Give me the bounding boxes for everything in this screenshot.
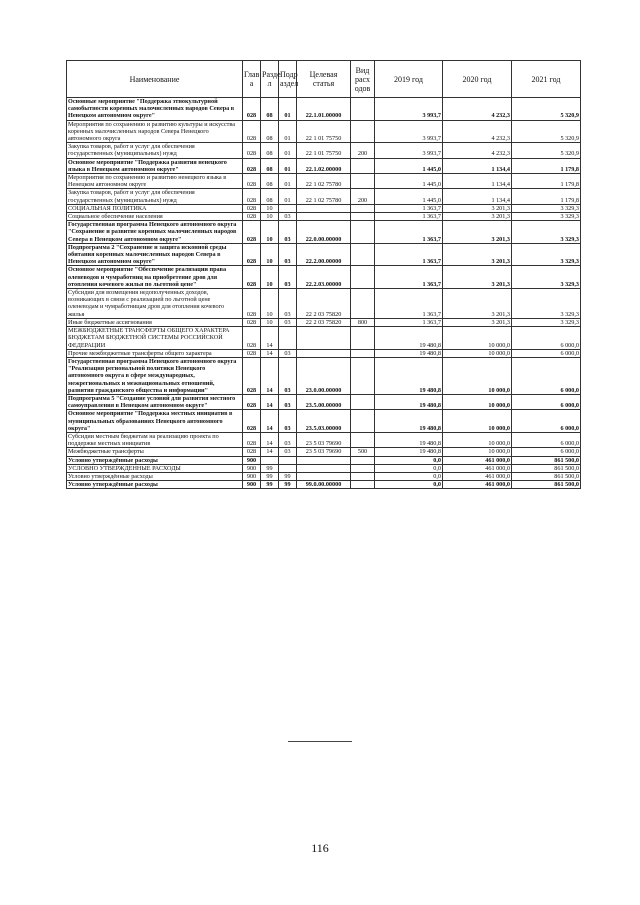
row-razdel (261, 456, 279, 464)
row-2020: 461 000,0 (443, 481, 512, 489)
row-glava: 028 (243, 204, 261, 212)
row-2021: 6 000,0 (512, 410, 581, 433)
row-name: Мероприятия по сохранению и развитию ненецкого языка в Ненецком автономном округе (67, 174, 243, 189)
row-target: 22 1 02 75780 (297, 189, 351, 204)
row-podrazdel: 03 (279, 266, 297, 289)
row-target: 22.0.00.00000 (297, 221, 351, 244)
row-vid: 200 (351, 189, 375, 204)
row-2019: 0,0 (375, 481, 443, 489)
row-target: 99.0.00.00000 (297, 481, 351, 489)
row-2021: 3 329,3 (512, 204, 581, 212)
row-glava: 028 (243, 120, 261, 143)
row-podrazdel: 01 (279, 189, 297, 204)
row-2019: 3 993,7 (375, 98, 443, 121)
row-2019: 1 445,0 (375, 174, 443, 189)
table-row (67, 349, 581, 357)
table-row (67, 213, 581, 221)
row-2021: 3 329,3 (512, 221, 581, 244)
row-2021: 3 329,3 (512, 243, 581, 266)
row-2021: 6 000,0 (512, 432, 581, 447)
row-vid (351, 120, 375, 143)
table-row (67, 174, 581, 189)
row-glava: 028 (243, 394, 261, 409)
table-row (67, 243, 581, 266)
row-2020: 461 000,0 (443, 472, 512, 480)
row-2020: 4 232,3 (443, 120, 512, 143)
row-2021: 3 329,3 (512, 289, 581, 319)
row-vid (351, 394, 375, 409)
row-razdel: 10 (261, 318, 279, 326)
row-target (297, 456, 351, 464)
row-2021: 3 329,3 (512, 213, 581, 221)
row-target (297, 349, 351, 357)
row-razdel: 10 (261, 221, 279, 244)
row-2019: 19 480,8 (375, 410, 443, 433)
row-podrazdel: 03 (279, 243, 297, 266)
row-glava: 028 (243, 158, 261, 173)
row-2020: 10 000,0 (443, 327, 512, 350)
row-razdel: 99 (261, 464, 279, 472)
row-vid: 500 (351, 448, 375, 456)
row-vid (351, 289, 375, 319)
row-target (297, 213, 351, 221)
row-podrazdel: 03 (279, 448, 297, 456)
row-2020: 10 000,0 (443, 432, 512, 447)
row-name: Основное мероприятие "Поддержка местных инициатив в муниципальных образованиях Ненецкого автономного округа" (67, 410, 243, 433)
row-glava: 028 (243, 318, 261, 326)
table-row (67, 204, 581, 212)
row-podrazdel: 03 (279, 394, 297, 409)
row-razdel: 14 (261, 410, 279, 433)
row-name: Условно утверждённые расходы (67, 481, 243, 489)
row-2019: 1 445,0 (375, 158, 443, 173)
table-row (67, 357, 581, 394)
row-target: 23.5.00.00000 (297, 394, 351, 409)
row-vid (351, 464, 375, 472)
table-row (67, 410, 581, 433)
row-name: Прочие межбюджетные трансферты общего характера (67, 349, 243, 357)
row-target: 22.1.02.00000 (297, 158, 351, 173)
row-target: 23 5 03 79690 (297, 448, 351, 456)
header-2020: 2020 год (443, 61, 512, 98)
row-podrazdel: 01 (279, 174, 297, 189)
row-podrazdel (279, 464, 297, 472)
row-glava: 028 (243, 174, 261, 189)
row-podrazdel: 99 (279, 481, 297, 489)
row-vid (351, 158, 375, 173)
row-2019: 19 480,8 (375, 432, 443, 447)
row-name: Иные бюджетные ассигнования (67, 318, 243, 326)
row-2020: 3 201,3 (443, 213, 512, 221)
row-2020: 1 134,4 (443, 158, 512, 173)
row-2020: 4 232,3 (443, 98, 512, 121)
row-name: Социальное обеспечение населения (67, 213, 243, 221)
row-2020: 461 000,0 (443, 456, 512, 464)
row-vid (351, 357, 375, 394)
row-name: Подпрограмма 5 "Создание условий для развития местного самоуправления в Ненецком автономном округе" (67, 394, 243, 409)
header-razdel: Разде л (261, 61, 279, 98)
row-2019: 0,0 (375, 472, 443, 480)
row-vid (351, 204, 375, 212)
row-2021: 1 179,8 (512, 189, 581, 204)
row-2019: 1 363,7 (375, 213, 443, 221)
row-glava: 028 (243, 448, 261, 456)
row-name: Условно утверждённые расходы (67, 456, 243, 464)
row-vid (351, 243, 375, 266)
row-name: Основное мероприятие "Обеспечение реализации права оленеводов и чумработниц на приобретение дров для отопления кочевого жилья по льготной цене" (67, 266, 243, 289)
table-row (67, 456, 581, 464)
row-2021: 5 320,9 (512, 120, 581, 143)
row-name: Закупка товаров, работ и услуг для обеспечения государственных (муниципальных) нужд (67, 189, 243, 204)
row-2019: 19 480,8 (375, 394, 443, 409)
row-2019: 3 993,7 (375, 143, 443, 158)
row-vid (351, 221, 375, 244)
row-target: 22.2.03.00000 (297, 266, 351, 289)
row-podrazdel: 03 (279, 289, 297, 319)
row-glava: 028 (243, 221, 261, 244)
footer-divider (288, 741, 352, 742)
table-header-row (67, 61, 581, 98)
document-page (66, 60, 580, 489)
row-2021: 861 500,0 (512, 472, 581, 480)
table-row (67, 448, 581, 456)
table-row (67, 158, 581, 173)
row-glava: 028 (243, 410, 261, 433)
table-row (67, 432, 581, 447)
row-target (297, 204, 351, 212)
row-2021: 5 320,9 (512, 98, 581, 121)
row-name: Подпрограмма 2 "Сохранение и защита исконной среды обитания коренных малочисленных народов Севера в Ненецком автономном округе" (67, 243, 243, 266)
row-2020: 3 201,3 (443, 204, 512, 212)
row-razdel: 10 (261, 243, 279, 266)
budget-table (66, 60, 581, 489)
row-name: Субсидии местным бюджетам на реализацию проекта по поддержке местных инициатив (67, 432, 243, 447)
row-2020: 3 201,3 (443, 221, 512, 244)
row-2019: 1 363,7 (375, 318, 443, 326)
row-2019: 19 480,8 (375, 349, 443, 357)
row-name: СОЦИАЛЬНАЯ ПОЛИТИКА (67, 204, 243, 212)
row-vid (351, 410, 375, 433)
row-razdel: 10 (261, 204, 279, 212)
header-podrazdel: Подр аздел (279, 61, 297, 98)
row-vid: 200 (351, 143, 375, 158)
row-2021: 6 000,0 (512, 327, 581, 350)
row-podrazdel: 01 (279, 143, 297, 158)
row-target (297, 472, 351, 480)
row-podrazdel: 03 (279, 349, 297, 357)
row-name: Основные мероприятие "Поддержка этнокультурной самобытности коренных малочисленных народов Севера в Ненецком автономном округе" (67, 98, 243, 121)
table-row (67, 266, 581, 289)
row-name: Государственная программа Ненецкого автономного округа "Реализация региональной политики Ненецкого автономного округа в сфере международных, межрегиональных и межнациональных отношений, развития гражданского общества и информации" (67, 357, 243, 394)
row-podrazdel: 01 (279, 120, 297, 143)
table-row (67, 143, 581, 158)
row-vid (351, 481, 375, 489)
row-2021: 6 000,0 (512, 349, 581, 357)
row-podrazdel: 01 (279, 98, 297, 121)
row-2021: 6 000,0 (512, 357, 581, 394)
table-row (67, 221, 581, 244)
row-2020: 461 000,0 (443, 464, 512, 472)
row-2019: 1 363,7 (375, 266, 443, 289)
row-target (297, 464, 351, 472)
row-glava: 028 (243, 266, 261, 289)
row-razdel: 14 (261, 448, 279, 456)
row-2021: 5 320,9 (512, 143, 581, 158)
row-2021: 6 000,0 (512, 448, 581, 456)
table-row (67, 120, 581, 143)
row-2019: 0,0 (375, 464, 443, 472)
row-2020: 10 000,0 (443, 410, 512, 433)
row-vid (351, 349, 375, 357)
row-2020: 1 134,4 (443, 189, 512, 204)
row-razdel: 08 (261, 158, 279, 173)
row-razdel: 08 (261, 120, 279, 143)
row-target: 23.5.03.00000 (297, 410, 351, 433)
row-vid (351, 98, 375, 121)
row-glava: 900 (243, 481, 261, 489)
row-razdel: 14 (261, 357, 279, 394)
header-vid: Вид расх одов (351, 61, 375, 98)
row-razdel: 08 (261, 143, 279, 158)
row-2020: 1 134,4 (443, 174, 512, 189)
row-podrazdel: 99 (279, 472, 297, 480)
row-vid (351, 472, 375, 480)
row-podrazdel: 01 (279, 158, 297, 173)
header-glava: Глав а (243, 61, 261, 98)
row-podrazdel: 03 (279, 221, 297, 244)
header-name: Наименование (67, 61, 243, 98)
row-razdel: 08 (261, 174, 279, 189)
row-podrazdel: 03 (279, 410, 297, 433)
row-2020: 10 000,0 (443, 448, 512, 456)
row-2020: 3 201,3 (443, 243, 512, 266)
row-2020: 3 201,3 (443, 318, 512, 326)
table-body (67, 98, 581, 489)
row-target (297, 327, 351, 350)
row-name: Межбюджетные трансферты (67, 448, 243, 456)
row-name: Закупка товаров, работ и услуг для обеспечения государственных (муниципальных) нужд (67, 143, 243, 158)
row-2019: 3 993,7 (375, 120, 443, 143)
row-vid (351, 213, 375, 221)
row-target: 22.2.00.00000 (297, 243, 351, 266)
row-target: 22 1 02 75780 (297, 174, 351, 189)
row-name: УСЛОВНО УТВЕРЖДЕННЫЕ РАСХОДЫ (67, 464, 243, 472)
row-2021: 1 179,8 (512, 174, 581, 189)
table-row (67, 289, 581, 319)
row-vid (351, 456, 375, 464)
row-2019: 1 363,7 (375, 243, 443, 266)
row-2021: 3 329,3 (512, 266, 581, 289)
table-row (67, 464, 581, 472)
row-glava: 028 (243, 349, 261, 357)
row-podrazdel: 03 (279, 213, 297, 221)
row-2019: 1 445,0 (375, 189, 443, 204)
row-razdel: 14 (261, 394, 279, 409)
row-glava: 028 (243, 357, 261, 394)
row-2019: 0,0 (375, 456, 443, 464)
table-row (67, 189, 581, 204)
row-2021: 1 179,8 (512, 158, 581, 173)
row-target: 22 2 03 75820 (297, 318, 351, 326)
row-razdel: 08 (261, 189, 279, 204)
row-razdel: 10 (261, 266, 279, 289)
row-vid: 800 (351, 318, 375, 326)
row-2021: 861 500,0 (512, 481, 581, 489)
row-glava: 028 (243, 189, 261, 204)
row-glava: 028 (243, 289, 261, 319)
header-2021: 2021 год (512, 61, 581, 98)
row-vid (351, 432, 375, 447)
row-glava: 028 (243, 327, 261, 350)
header-2019: 2019 год (375, 61, 443, 98)
row-2020: 3 201,3 (443, 289, 512, 319)
table-row (67, 318, 581, 326)
row-glava: 900 (243, 464, 261, 472)
row-name: Субсидии для возмещения недополученных доходов, возникающих в связи с реализацией по льготной цене оленеводам и чумработницам дров для отопления кочевого жилья (67, 289, 243, 319)
row-podrazdel (279, 204, 297, 212)
row-name: Государственная программа Ненецкого автономного округа "Сохранение и развитие коренных малочисленных народов Севера в Ненецком автономном округе" (67, 221, 243, 244)
row-2020: 4 232,3 (443, 143, 512, 158)
row-vid (351, 266, 375, 289)
row-razdel: 14 (261, 349, 279, 357)
row-vid (351, 327, 375, 350)
row-podrazdel (279, 456, 297, 464)
row-glava: 028 (243, 98, 261, 121)
row-podrazdel: 03 (279, 357, 297, 394)
row-2021: 861 500,0 (512, 456, 581, 464)
row-2019: 1 363,7 (375, 289, 443, 319)
row-2021: 861 500,0 (512, 464, 581, 472)
row-glava: 028 (243, 213, 261, 221)
row-2020: 10 000,0 (443, 394, 512, 409)
table-row (67, 98, 581, 121)
header-target: Целевая статья (297, 61, 351, 98)
row-2021: 6 000,0 (512, 394, 581, 409)
row-2019: 19 480,8 (375, 357, 443, 394)
row-podrazdel (279, 327, 297, 350)
row-name: Основное мероприятие "Поддержка развития ненецкого языка в Ненецком автономном округе" (67, 158, 243, 173)
row-razdel: 14 (261, 327, 279, 350)
table-row (67, 394, 581, 409)
row-glava: 900 (243, 456, 261, 464)
row-name: МЕЖБЮДЖЕТНЫЕ ТРАНСФЕРТЫ ОБЩЕГО ХАРАКТЕРА БЮДЖЕТАМ БЮДЖЕТНОЙ СИСТЕМЫ РОССИЙСКОЙ ФЕДЕРАЦИИ (67, 327, 243, 350)
row-2020: 3 201,3 (443, 266, 512, 289)
row-glava: 028 (243, 143, 261, 158)
row-podrazdel: 03 (279, 318, 297, 326)
row-razdel: 08 (261, 98, 279, 121)
page-number: 116 (311, 841, 329, 855)
row-2019: 19 480,8 (375, 327, 443, 350)
row-target: 22.1.01.00000 (297, 98, 351, 121)
row-razdel: 99 (261, 481, 279, 489)
table-row (67, 472, 581, 480)
row-razdel: 10 (261, 213, 279, 221)
row-name: Условно утверждённые расходы (67, 472, 243, 480)
row-razdel: 99 (261, 472, 279, 480)
row-glava: 028 (243, 432, 261, 447)
row-target: 22 1 01 75750 (297, 120, 351, 143)
row-2020: 10 000,0 (443, 349, 512, 357)
table-row (67, 481, 581, 489)
table-row (67, 327, 581, 350)
row-podrazdel: 03 (279, 432, 297, 447)
row-glava: 900 (243, 472, 261, 480)
row-target: 23 5 03 79690 (297, 432, 351, 447)
row-razdel: 10 (261, 289, 279, 319)
row-target: 22 2 03 75820 (297, 289, 351, 319)
row-2019: 1 363,7 (375, 204, 443, 212)
row-target: 22 1 01 75750 (297, 143, 351, 158)
row-razdel: 14 (261, 432, 279, 447)
row-target: 23.0.00.00000 (297, 357, 351, 394)
row-glava: 028 (243, 243, 261, 266)
row-2019: 19 480,8 (375, 448, 443, 456)
row-vid (351, 174, 375, 189)
row-2021: 3 329,3 (512, 318, 581, 326)
row-2020: 10 000,0 (443, 357, 512, 394)
row-2019: 1 363,7 (375, 221, 443, 244)
row-name: Мероприятия по сохранению и развитию культуры и искусства коренных малочисленных народов Севера Ненецкого автономного округа (67, 120, 243, 143)
